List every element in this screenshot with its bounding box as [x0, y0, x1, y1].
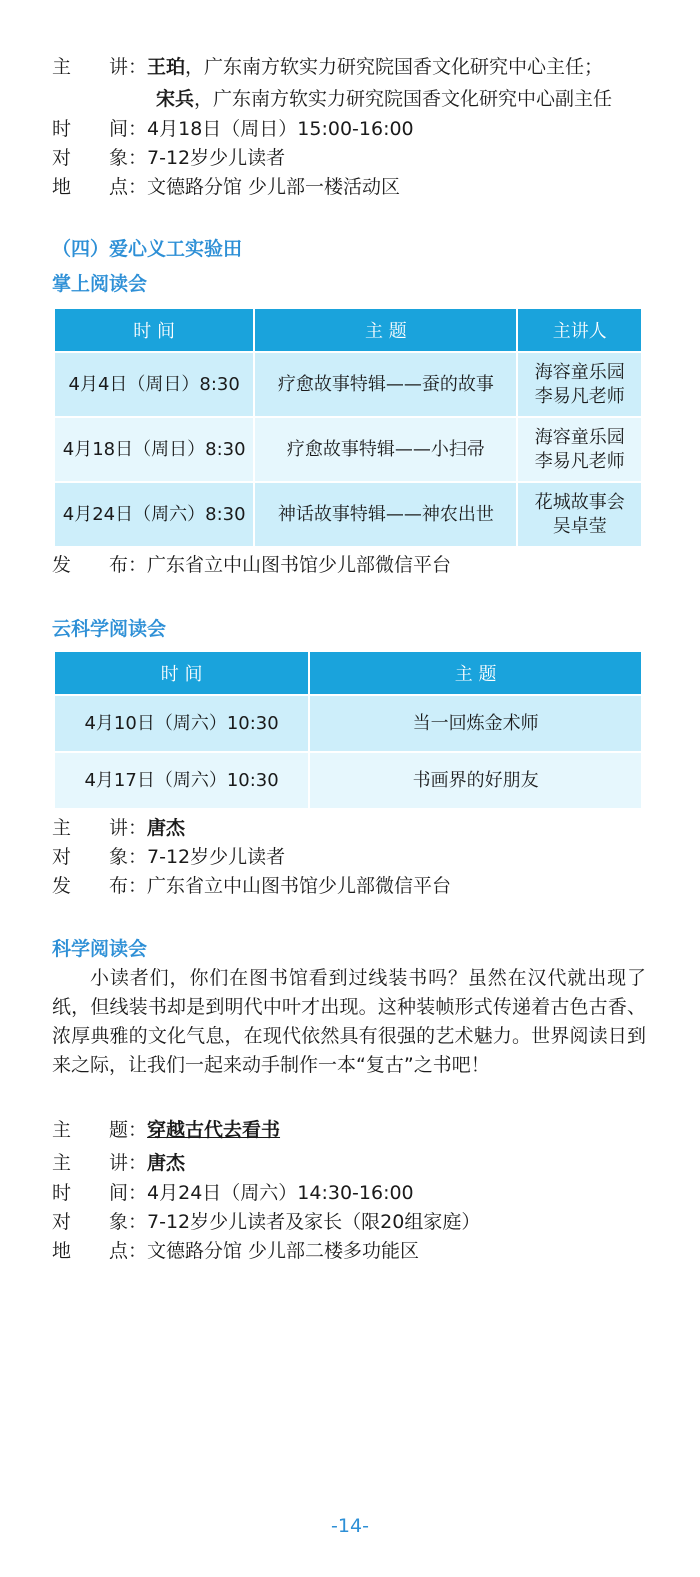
- table-cell-topic: 当一回炼金术师: [309, 695, 642, 752]
- audience-line-2: [52, 842, 644, 872]
- audience-line-3: [52, 1207, 644, 1237]
- speaker-line-3: [52, 1148, 644, 1178]
- speaker-person: 李易凡老师: [534, 385, 625, 407]
- audience-value: 7-12岁少儿读者: [147, 147, 286, 169]
- subsection-title-cloud-science: 云科学阅读会: [52, 618, 167, 640]
- audience-line: [52, 143, 644, 173]
- table-row: [54, 417, 642, 482]
- table-cell-time: 4月24日（周六）8:30: [54, 482, 254, 547]
- speaker2-desc: ，广东南方软实力研究院国香文化研究中心副主任: [194, 88, 613, 110]
- audience-label: 对 象：: [52, 147, 148, 169]
- page-number: -14-: [331, 1515, 369, 1537]
- speaker-value: 唐杰: [147, 1152, 186, 1174]
- table-cell-topic: 书画界的好朋友: [309, 752, 642, 809]
- time-value: 4月18日（周日）15:00-16:00: [147, 118, 414, 140]
- speaker2-name: 宋兵: [156, 88, 195, 110]
- publish-label: 发 布：: [52, 554, 148, 576]
- table-cell-time: 4月17日（周六）10:30: [54, 752, 309, 809]
- intro-paragraph: [52, 964, 646, 1080]
- table-header-row: [54, 308, 642, 352]
- time-line-3: [52, 1178, 644, 1208]
- cloud-science-table: [53, 650, 643, 810]
- audience-label: 对 象：: [52, 1211, 148, 1233]
- subsection-title-palm-reading: 掌上阅读会: [52, 273, 148, 295]
- speaker-person: 李易凡老师: [534, 450, 625, 472]
- table-row: [54, 752, 642, 809]
- publish-label: 发 布：: [52, 875, 148, 897]
- audience-label: 对 象：: [52, 846, 148, 868]
- theme-line: [52, 1115, 644, 1145]
- table-header: 主 题: [254, 308, 517, 352]
- table-cell-time: 4月18日（周日）8:30: [54, 417, 254, 482]
- speaker-person: 吴卓莹: [552, 515, 607, 537]
- audience-value: 7-12岁少儿读者及家长（限20组家庭）: [147, 1211, 481, 1233]
- table-header: 主讲人: [517, 308, 642, 352]
- table-cell-topic: 疗愈故事特辑——蚕的故事: [254, 352, 517, 417]
- speaker-label: 主 讲：: [52, 1152, 148, 1174]
- speaker-value: 唐杰: [147, 817, 186, 839]
- speaker-line-2: [52, 813, 644, 843]
- table-cell-speaker: [517, 482, 642, 547]
- section-title: （四）爱心义工实验田: [52, 238, 243, 260]
- place-line-3: [52, 1236, 644, 1266]
- table-row: [54, 352, 642, 417]
- speaker-label: 主 讲：: [52, 56, 148, 78]
- place-label: 地 点：: [52, 176, 148, 198]
- table-header: 时 间: [54, 308, 254, 352]
- publish-value: 广东省立中山图书馆少儿部微信平台: [147, 554, 452, 576]
- time-line: [52, 114, 644, 144]
- table-cell-time: 4月10日（周六）10:30: [54, 695, 309, 752]
- publish-value: 广东省立中山图书馆少儿部微信平台: [147, 875, 452, 897]
- place-line: [52, 172, 644, 202]
- table-header-row: [54, 651, 642, 695]
- theme-value: 穿越古代去看书: [147, 1119, 281, 1141]
- place-label: 地 点：: [52, 1240, 148, 1262]
- speaker-org: 海容童乐园: [534, 361, 625, 383]
- theme-label: 主 题：: [52, 1119, 148, 1141]
- speaker2-line: [156, 84, 644, 114]
- table-cell-topic: 疗愈故事特辑——小扫帚: [254, 417, 517, 482]
- table-header: 主 题: [309, 651, 642, 695]
- table-cell-speaker: [517, 352, 642, 417]
- time-value: 4月24日（周六）14:30-16:00: [147, 1182, 414, 1204]
- speaker-label: 主 讲：: [52, 817, 148, 839]
- table-row: [54, 482, 642, 547]
- place-value: 文德路分馆 少儿部一楼活动区: [147, 176, 401, 198]
- speaker1-desc: ，广东南方软实力研究院国香文化研究中心主任；: [185, 56, 604, 78]
- table-cell-speaker: [517, 417, 642, 482]
- subsection-title-science-reading: 科学阅读会: [52, 938, 148, 960]
- table-cell-time: 4月4日（周日）8:30: [54, 352, 254, 417]
- table-cell-topic: 神话故事特辑——神农出世: [254, 482, 517, 547]
- speaker-org: 海容童乐园: [534, 426, 625, 448]
- publish-line: [52, 550, 644, 580]
- time-label: 时 间：: [52, 118, 148, 140]
- palm-reading-table: [53, 307, 643, 548]
- time-label: 时 间：: [52, 1182, 148, 1204]
- paragraph-text: 小读者们，你们在图书馆看到过线装书吗？虽然在汉代就出现了纸，但线装书却是到明代中叶才出现。这种装帧形式传递着古色古香、浓厚典雅的文化气息，在现代依然具有很强的艺术魅力。世界阅读日到来之际，让我们一起来动手制作一本“复古”之书吧！: [52, 967, 646, 1076]
- speaker1-name: 王珀: [147, 56, 186, 78]
- audience-value: 7-12岁少儿读者: [147, 846, 286, 868]
- table-header: 时 间: [54, 651, 309, 695]
- place-value: 文德路分馆 少儿部二楼多功能区: [147, 1240, 420, 1262]
- speaker-line: [52, 52, 644, 82]
- publish-line-2: [52, 871, 644, 901]
- speaker-org: 花城故事会: [534, 491, 625, 513]
- table-row: [54, 695, 642, 752]
